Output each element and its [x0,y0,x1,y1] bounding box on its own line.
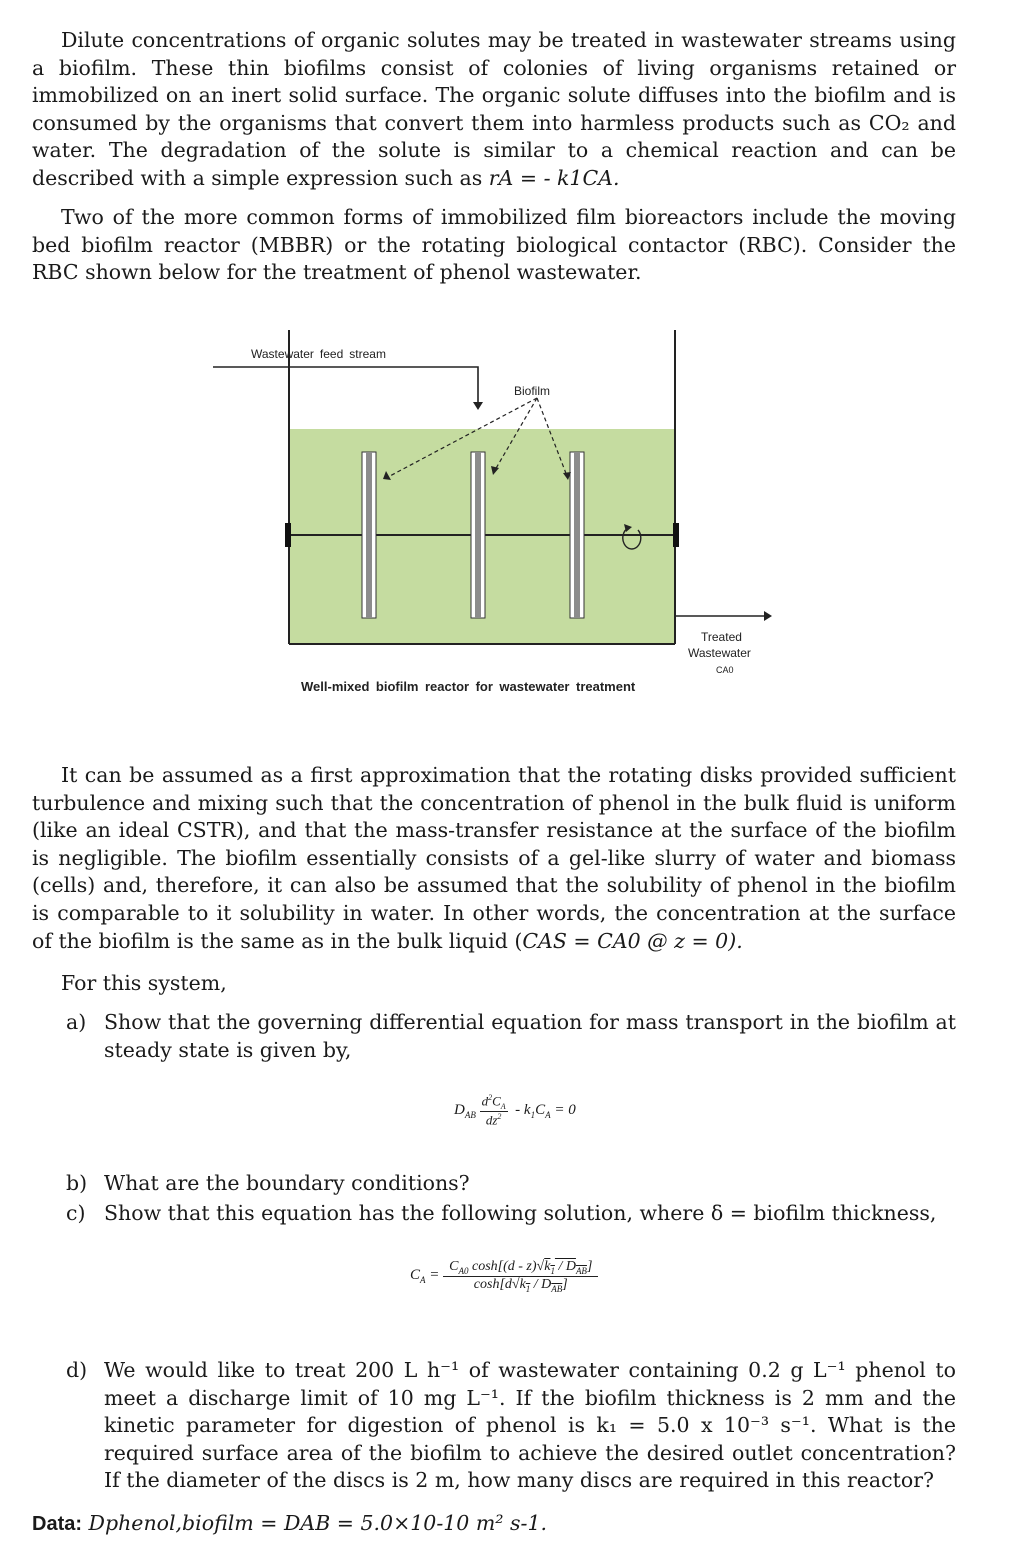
eq1-rest: - $k_1C_A = 0$ [511,1102,576,1121]
disk-1-core [366,452,372,618]
shaft-end-left [285,523,291,547]
eq2-lhs: $C_A$ = [410,1267,440,1286]
question-b-label: b) [66,1171,88,1195]
question-c-text: Show that this equation has the following solution, where δ = biofilm thickness, [104,1201,937,1225]
treated-label-3: CA0 [716,665,739,675]
intro-paragraph-2: Two of the more common forms of immobilized film bioreactors include the moving bed biofilm reactor (MBBR) or the rotating biological contactor (RBC). Consider the RBC shown below for the treatment of phenol wastewater. [32,205,956,285]
data-label: Data: [32,1513,83,1535]
disk-2-core [475,452,481,618]
question-d-label: d) [66,1358,88,1382]
feed-label: Wastewater feed stream [251,347,392,361]
question-d-text: We would like to treat 200 L h⁻¹ of wastewater containing 0.2 g L⁻¹ phenol to meet a discharge limit of 10 mg L⁻¹. If the biofilm thickness is 2 mm and the kinetic parameter for digestion of phenol is k₁ = 5.0 x 10⁻³ s⁻¹. What is the required surface area of the biofilm to achieve the desired outlet concentration? If the diameter of the discs is 2 m, how many discs are required in this reactor? [104,1358,956,1493]
eq2-denominator: $\cosh[d√k_1 / D_{AB}]$ [473,1276,568,1294]
eq1-numerator: $d^2C_A$ [481,1093,506,1111]
equation-solution [410,1259,598,1294]
rbc-diagram [0,330,1014,710]
question-a-text: Show that the governing differential equation for mass transport in the biofilm at steady state is given by, [104,1010,956,1062]
tank-wall-right [675,330,702,644]
question-c [66,1200,956,1228]
shaft-end-right [673,523,679,547]
feed-line [213,367,478,404]
intro-paragraph-1 [32,27,956,193]
tank-wall-left [262,330,289,644]
eq2-fraction [443,1259,598,1294]
data-line [32,1510,956,1539]
eq1-denominator: $dz^2$ [485,1111,502,1128]
rate-expression: rA = - k1CA. [488,165,620,190]
treated-label-2: Wastewater [688,646,757,660]
outlet-arrowhead [764,611,772,621]
question-b-text: What are the boundary conditions? [104,1171,470,1195]
question-b [66,1170,956,1198]
feed-arrowhead [473,402,483,410]
eq2-numerator: $C_{A0}$ $\cosh[(d - z)√k_1 / D_{AB}]$ [443,1259,598,1277]
question-a-label: a) [66,1010,87,1034]
question-d [66,1357,956,1495]
question-a [66,1009,956,1064]
surface-condition: CAS = CA0 @ z = 0). [522,928,743,953]
diagram-caption: Well-mixed biofilm reactor for wastewater treatment [301,679,642,694]
treated-label-1: Treated [701,630,748,644]
eq1-dab: $D_{AB}$ [454,1102,476,1121]
body-paragraph-3-text: It can be assumed as a first approximation that the rotating disks provided sufficient turbulence and mixing such that the concentration of phenol in the bulk fluid is uniform (like an ideal CSTR), and that the mass-transfer resistance at the surface of the biofilm is negligible. The biofilm essentially consists of a gel-like slurry of water and biomass (cells) and, therefore, it can also be assumed that the solubility of phenol in the biofilm is comparable to it solubility in water. In other words, the concentration at the surface of the biofilm is the same as in the bulk liquid ( [32,763,956,953]
intro-paragraph-1-text: Dilute concentrations of organic solutes may be treated in wastewater streams using a biofilm. These thin biofilms consist of colonies of living organisms retained or immobilized on an inert solid surface. The organic solute diffuses into the biofilm and is consumed by the organisms that convert them into harmless products such as CO₂ and water. The degradation of the solute is similar to a chemical reaction and can be described with a simple expression such as [32,28,956,190]
body-paragraph-3 [32,762,956,955]
question-c-label: c) [66,1201,86,1225]
disk-3-core [574,452,580,618]
biofilm-label: Biofilm [514,384,557,398]
body-paragraph-4: For this system, [61,971,227,995]
data-text: Dphenol,biofilm = DAB = 5.0×10-10 m² s-1. [88,1511,548,1535]
equation-governing [454,1093,576,1128]
eq1-fraction [480,1093,508,1128]
